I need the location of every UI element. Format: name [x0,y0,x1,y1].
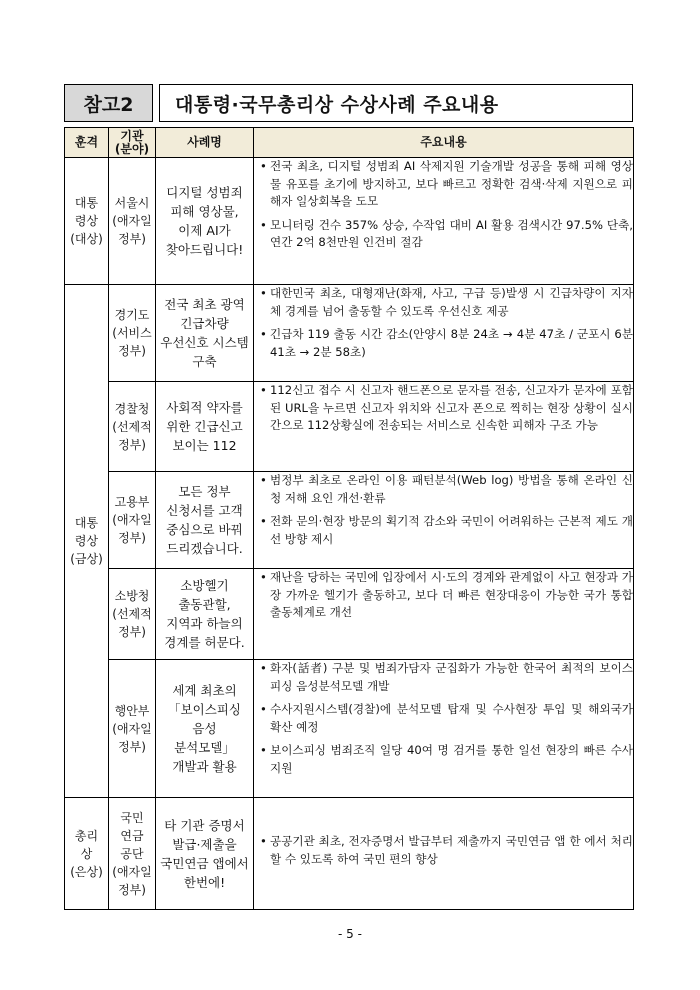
agency-cell [109,158,156,285]
case-line: 위한 긴급신고 [166,419,243,434]
page-number: - 5 - [338,927,362,941]
case-line: 우선신호 시스템 [160,335,249,350]
award-line: 령상 [74,534,99,548]
case-line: 개발과 활용 [172,759,237,774]
header-content: 주요내용 [254,128,634,158]
content-bullet: • 화자(話者) 구분 및 범죄가담자 군집화가 가능한 한국어 최적의 보이스피싱 음성분석모델 개발 [270,660,633,695]
agency-line: (애자일 [112,513,152,527]
content-bullet: • 전화 문의·현장 방문의 획기적 감소와 국민이 어려워하는 근본적 제도 개선 방향 제시 [270,513,633,548]
case-line: 긴급차량 [180,316,229,331]
case-line: 드리겠습니다. [166,541,243,556]
case-line: 세계 최초의 [172,683,237,698]
award-line: 상 [80,846,93,861]
case-line: 이제 AI가 [178,223,231,238]
content-bullet: • 112신고 접수 시 신고자 핸드폰으로 문자를 전송, 신고자가 문자에 포함된 URL을 누르면 신고자 위치와 신고자 폰으로 찍히는 현장 상황이 실시간으로 112상황실에 전송되는 서비스로 신속한 피해자 구조 가능 [270,382,633,435]
agency-cell [109,660,156,798]
agency-line: 경찰청 [114,401,150,416]
case-line: 발급·제출을 [172,836,237,852]
agency-line: 정부) [118,739,146,754]
agency-line: 정부) [118,625,146,639]
case-cell [156,660,254,798]
agency-line: (서비스 [112,326,152,340]
case-line: 소방헬기 [180,578,229,593]
agency-cell [109,285,156,382]
content-bullet: • 공공기관 최초, 전자증명서 발급부터 제출까지 국민연금 앱 한 에서 처리할 수 있도록 하여 국민 편의 향상 [270,833,633,868]
agency-line: 고용부 [114,495,150,509]
case-line: 음성 [192,721,217,736]
content-bullet: • 보이스피싱 범죄조직 일당 40여 명 검거를 통한 일선 현장의 빠른 수사 지원 [270,742,633,777]
content-cell [254,798,634,910]
agency-cell [109,382,156,472]
case-line: 경계를 허문다. [164,635,245,650]
award-line: 총리 [74,828,99,843]
case-line: 출동관할, [178,597,231,612]
case-line: 구축 [192,354,217,369]
award-line: (대상) [70,232,103,246]
reference-tag: 참고2 [64,84,153,122]
content-bullet: • 모니터링 건수 357% 상승, 수작업 대비 AI 활용 검색시간 97.5% 단축, 연간 2억 8천만원 인건비 절감 [270,217,633,252]
table-row [65,158,634,285]
case-line: 디지털 성범죄 [166,185,243,200]
award-line: (금상) [70,552,103,566]
case-cell [156,798,254,910]
agency-line: 소방청 [114,589,150,603]
agency-cell [109,569,156,660]
table-row [65,660,634,798]
agency-line: 공단 [120,846,144,861]
case-cell [156,285,254,382]
agency-line: 정부) [118,232,146,246]
case-cell [156,158,254,285]
page-title: 대통령·국무총리상 수상사례 주요내용 [159,84,633,122]
agency-line: 서울시 [114,196,150,210]
content-bullet: • 재난을 당하는 국민에 입장에서 시·도의 경계와 관계없이 사고 현장과 가장 가까운 헬기가 출동하고, 보다 더 빠른 현장대응이 가능한 국가 통합 출동체계로 개선 [270,569,633,622]
award-line: 대통 [74,516,99,530]
case-line: 국민연금 앱에서 [160,855,249,871]
content-cell [254,285,634,382]
case-line: 사회적 약자를 [166,400,243,415]
award-line: (은상) [70,864,103,879]
agency-line: 정부) [118,531,146,545]
agency-line: 정부) [118,882,146,897]
header-agency-line1: 기관 [120,128,144,143]
content-cell [254,472,634,569]
agency-line: (애자일 [112,214,152,228]
table-row [65,569,634,660]
award-line: 령상 [74,214,99,228]
header-case: 사례명 [156,128,254,158]
header-agency-line2: (분야) [114,141,150,156]
content-cell [254,158,634,285]
agency-cell [109,798,156,910]
content-bullet: • 전국 최초, 디지털 성범죄 AI 삭제지원 기술개발 성공을 통해 피해 영상물 유포를 초기에 방지하고, 보다 빠르고 정확한 검색·삭제 지원으로 피해자 일상회복을 도모 [270,158,633,211]
award-cell [65,158,109,285]
award-line: 대통 [74,196,99,210]
case-line: 피해 영상물, [170,204,239,219]
header-award: 훈격 [65,128,109,158]
header-agency [109,128,156,158]
case-line: 중심으로 바꿔 [166,522,243,537]
award-cases-table [64,127,634,910]
award-cell [65,798,109,910]
agency-line: (선제적 [112,419,152,434]
award-cell [65,285,109,798]
table-header-row [65,128,634,158]
case-line: 타 기관 증명서 [164,817,245,833]
table-row [65,472,634,569]
content-cell [254,569,634,660]
case-line: 보이는 112 [172,438,237,453]
agency-line: 경기도 [114,308,150,322]
agency-line: 연금 [120,828,144,843]
agency-cell [109,472,156,569]
agency-line: 국민 [120,810,144,825]
table-row [65,382,634,472]
case-line: 분석모델」 [174,740,235,755]
content-bullet: • 긴급차 119 출동 시간 감소(안양시 8분 24초 → 4분 47초 / 군포시 6분 41초 → 2분 58초) [270,326,633,361]
agency-line: (애자일 [112,864,152,879]
table-row [65,285,634,382]
case-line: 전국 최초 광역 [164,297,245,312]
table-row [65,798,634,910]
agency-line: (애자일 [112,721,152,736]
case-cell [156,472,254,569]
case-cell [156,382,254,472]
case-line: 「보이스피싱 [168,702,241,717]
content-bullet: • 수사지원시스템(경찰)에 분석모델 탑재 및 수사현장 투입 및 해외국가 확산 예정 [270,701,633,736]
case-line: 지역과 하늘의 [166,616,243,631]
agency-line: 정부) [118,437,146,452]
case-line: 모든 정부 [178,484,231,499]
agency-line: 정부) [118,344,146,358]
case-line: 찾아드립니다! [165,242,244,257]
content-bullet: • 범정부 최초로 온라인 이용 패턴분석(Web log) 방법을 통해 온라인 신청 저해 요인 개선·환류 [270,472,633,507]
case-line: 신청서를 고객 [166,503,243,518]
case-cell [156,569,254,660]
agency-line: 행안부 [114,703,150,718]
content-bullet: • 대한민국 최초, 대형재난(화재, 사고, 구급 등)발생 시 긴급차량이 지자체 경계를 넘어 출동할 수 있도록 우선신호 제공 [270,285,633,320]
case-line: 한번에! [183,874,226,890]
agency-line: (선제적 [112,607,152,621]
content-cell [254,382,634,472]
content-cell [254,660,634,798]
